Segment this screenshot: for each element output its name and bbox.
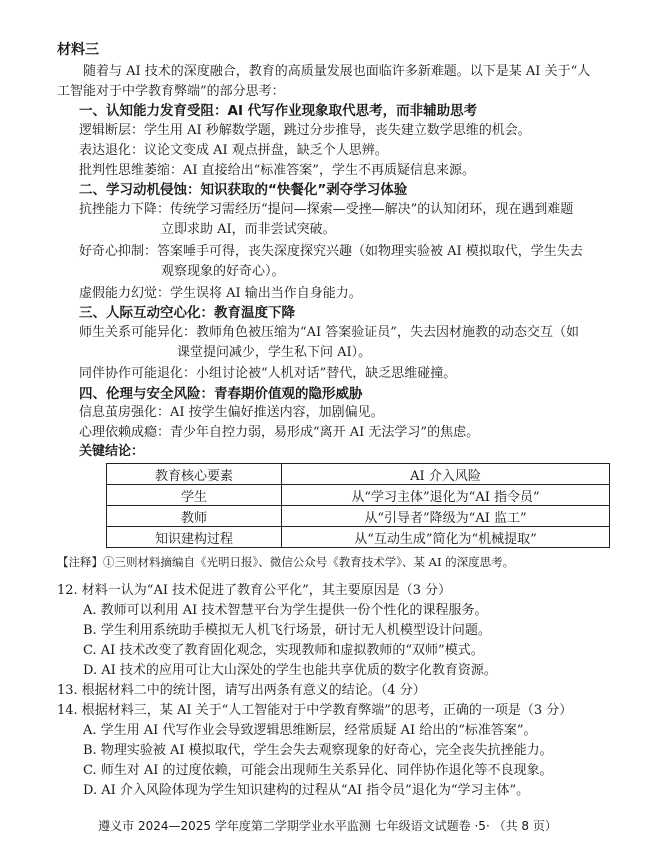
point-peer: 同伴协作可能退化：小组讨论被“人机对话”替代，缺乏思维碰撞。 — [79, 366, 457, 381]
conclusion-label: 关键结论： — [79, 444, 145, 459]
point-illusion: 虚假能力幻觉：学生误将 AI 输出当作自身能力。 — [79, 286, 362, 301]
table-row — [107, 485, 610, 506]
heading-1: 一、认知能力发育受阻：AI 代写作业现象取代思考，而非辅助思考 — [79, 103, 478, 119]
table-header: AI 介入风险 — [282, 464, 610, 485]
page-footer: 遵义市 2024—2025 学年度第二学期学业水平监测 七年级语文试题卷 ·5· （共 8 页） — [98, 819, 557, 833]
heading-2: 二、学习动机侵蚀：知识获取的“快餐化”剥夺学习体验 — [79, 182, 408, 198]
question-12: 12. 材料一认为“AI 技术促进了教育公平化”，其主要原因是（3 分） — [57, 583, 452, 598]
point-frustration: 抗挫能力下降：传统学习需经历“提问—探索—受挫—解决”的认知闭环，现在遇到难题 — [79, 202, 574, 217]
point-teacher-relation-cont: 课堂提问减少，学生私下问 AI）。 — [177, 345, 372, 360]
heading-3: 三、人际互动空心化：教育温度下降 — [79, 305, 295, 321]
table-header-row — [107, 464, 610, 485]
point-frustration-cont: 立即求助 AI，而非尝试突破。 — [161, 222, 336, 237]
point-logic-gap: 逻辑断层：学生用 AI 秒解数学题，跳过分步推导，丧失建立数学思维的机会。 — [79, 123, 531, 138]
table-cell: 知识建构过程 — [107, 527, 282, 548]
table-cell: 从“互动生成”简化为“机械提取” — [282, 527, 610, 548]
question-14: 14. 根据材料三，某 AI 关于“人工智能对于中学教育弊端”的思考，正确的一项是（3 分） — [57, 703, 573, 718]
option-12-a: A. 教师可以利用 AI 技术智慧平台为学生提供一份个性化的课程服务。 — [83, 603, 488, 618]
point-dependence: 心理依赖成瘾：青少年自控力弱，易形成“离开 AI 无法学习”的焦虑。 — [79, 425, 480, 440]
option-12-d: D. AI 技术的应用可让大山深处的学生也能共享优质的数字化教育资源。 — [83, 663, 497, 678]
table-header: 教育核心要素 — [107, 464, 282, 485]
option-14-a: A. 学生用 AI 代写作业会导致逻辑思维断层，经常质疑 AI 给出的“标准答案”。 — [83, 723, 537, 738]
intro-line-1: 随着与 AI 技术的深度融合，教育的高质量发展也面临许多新难题。以下是某 AI 关于“人 — [83, 64, 591, 79]
point-critical: 批判性思维萎缩：AI 直接给出“标准答案”，学生不再质疑信息来源。 — [79, 163, 475, 178]
heading-4: 四、伦理与安全风险：青春期价值观的隐形威胁 — [79, 386, 363, 402]
point-cocoon: 信息茧房强化：AI 按学生偏好推送内容，加剧偏见。 — [79, 405, 384, 420]
table-row — [107, 506, 610, 527]
risk-table — [106, 463, 610, 548]
section-title: 材料三 — [57, 42, 99, 58]
table-cell: 从“学习主体”退化为“AI 指令员” — [282, 485, 610, 506]
point-curiosity: 好奇心抑制：答案唾手可得，丧失深度探究兴趣（如物理实验被 AI 模拟取代，学生失去 — [79, 244, 583, 259]
table-cell: 从“引导者”降级为“AI 监工” — [282, 506, 610, 527]
point-curiosity-cont: 观察现象的好奇心）。 — [161, 264, 285, 279]
point-teacher-relation: 师生关系可能异化：教师角色被压缩为“AI 答案验证员”，失去因材施教的动态交互（如 — [79, 325, 579, 340]
option-14-c: C. 师生对 AI 的过度依赖，可能会出现师生关系异化、同伴协作退化等不良现象。 — [83, 763, 553, 778]
table-row — [107, 527, 610, 548]
option-12-b: B. 学生利用系统助手模拟无人机飞行场景，研讨无人机模型设计问题。 — [83, 623, 491, 638]
option-14-d: D. AI 介入风险体现为学生知识建构的过程从“AI 指令员”退化为“学习主体”。 — [83, 783, 530, 798]
option-12-c: C. AI 技术改变了教育固化观念，实现教师和虚拟教师的“双师”模式。 — [83, 643, 484, 658]
question-13: 13. 根据材料二中的统计图，请写出两条有意义的结论。（4 分） — [57, 683, 426, 698]
table-cell: 学生 — [107, 485, 282, 506]
table-cell: 教师 — [107, 506, 282, 527]
option-14-b: B. 物理实验被 AI 模拟取代，学生会失去观察现象的好奇心，完全丧失抗挫能力。 — [83, 743, 553, 758]
intro-line-2: 工智能对于中学教育弊端”的部分思考： — [57, 84, 285, 99]
point-expression: 表达退化：议论文变成 AI 观点拼盘，缺乏个人思辨。 — [79, 143, 388, 158]
footnote: 【注释】①三则材料摘编自《光明日报》、微信公众号《教育技术学》、某 AI 的深度思考。 — [57, 555, 515, 569]
